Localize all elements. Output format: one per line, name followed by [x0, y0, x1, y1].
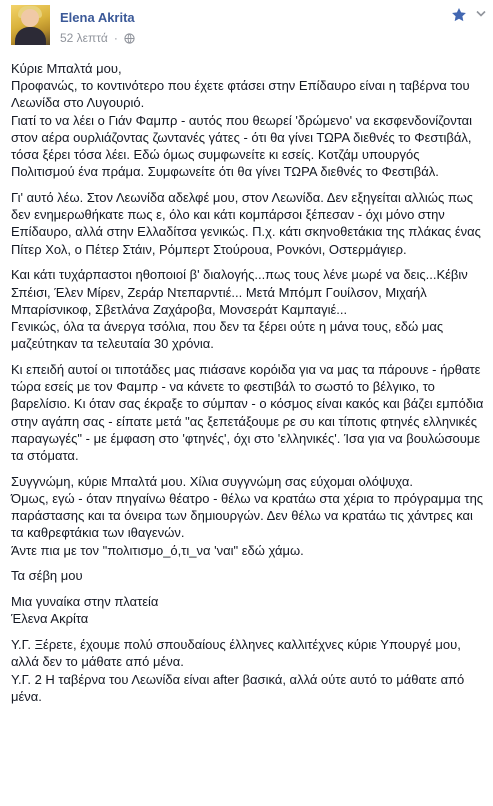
globe-icon[interactable] — [124, 33, 135, 44]
star-icon[interactable] — [451, 7, 467, 23]
author-name[interactable]: Elena Akrita — [60, 10, 135, 25]
post-header — [0, 0, 493, 58]
post-paragraph: Γι' αυτό λέω. Στον Λεωνίδα αδελφέ μου, στον Λεωνίδα. Δεν εξηγείται αλλιώς πως δεν ενημερωθήκατε πως ε, όλο και κάτι κομπάρσοι ξέπεσαν - όχι μόνο στην Επίδαυρο, αλλά στην Ελλαδίτσα γενικώς. Π.χ. κάτι σκηνοθετάκια της πλάκας ένας Πίτερ Χολ, ο Πέτερ Στάιν, Ρόμπερτ Στούρουα, Ρονκόνι, Οστερμάγιερ. — [11, 190, 481, 257]
post-paragraph: Κύριε Μπαλτά μου, Προφανώς, το κοντινότερο που έχετε φτάσει στην Επίδαυρο είναι η ταβέρνα του Λεωνίδα στο Λυγουριό. Γιατί το να λέει ο Γιάν Φαμπρ - αυτός που θεωρεί 'δρώμενο' να εκσφενδονίζονται στον αέρα ουρλιάζοντας ζωντανές γάτες - ότι θα γίνει ΤΩΡΑ διεθνές το Φεστιβάλ, τόσα ξέρει τόσα λέει. Εδώ όμως συμφωνείτε κι εσείς. Κοτζάμ υπουργός Πολιτισμού ένα πράμα. Συμφωνείτε ότι θα γίνει ΤΩΡΑ διεθνές το Φεστιβάλ. — [11, 61, 473, 180]
chevron-down-icon[interactable] — [476, 10, 486, 18]
post-timestamp[interactable]: 52 λεπτά — [60, 31, 108, 45]
post-paragraph: Κι επειδή αυτοί οι τιποτάδες μας πιάσανε κορόιδα για να μας τα πάρουνε - ήρθατε τώρα εσείς με τον Φαμπρ - να κάνετε το φεστιβάλ το σωστό το βέλγικο, το βαρελίσιο. Κι όταν σας έκραξε το σύμπαν - ο κόσμος είναι κακός και βάζει εμπόδια στην αγάπη σας - είπατε μετά "ας ξεπετάξουμε ρε συ και τίποτις φτηνές ελληνικές παραγωγές" - με έμφαση στο 'φτηνές', όχι στο 'ελληνικές'. Ίσα για να βουλώσουμε τα στόματα. — [11, 362, 484, 464]
meta-separator: · — [113, 31, 118, 45]
post-body — [11, 60, 486, 714]
avatar[interactable] — [11, 5, 50, 45]
post-meta — [60, 31, 135, 45]
post-postscript: Υ.Γ. Ξέρετε, έχουμε πολύ σπουδαίους έλληνες καλλιτέχνες κύριε Υπουργέ μου, αλλά δεν το μάθατε από μένα. Υ.Γ. 2 Η ταβέρνα του Λεωνίδα είναι after βασικά, αλλά ούτε αυτό το μάθατε από μένα. — [11, 637, 465, 704]
post-paragraph: Τα σέβη μου — [11, 568, 83, 584]
post-paragraph: Και κάτι τυχάρπαστοι ηθοποιοί β' διαλογής...πως τους λένε μωρέ να δεις...Κέβιν Σπέισι, Έλεν Μίρεν, Ζεράρ Ντεπαρντιέ... Μετά Μπόμπ Γουίλσον, Μιχαήλ Μπαρίσνικοφ, Σβετλάνα Ζαχάροβα, Μονσεράτ Καμπαγιέ... Γενικώς, όλα τα άνεργα τσόλια, που δεν τα ξέρει ούτε η μάνα τους, εδώ μας μαζεύτηκαν τα τελευταία 30 χρόνια. — [11, 267, 468, 352]
post-signature: Μια γυναίκα στην πλατεία Έλενα Ακρίτα — [11, 594, 159, 627]
post-paragraph: Συγγνώμη, κύριε Μπαλτά μου. Χίλια συγγνώμη σας εύχομαι ολόψυχα. Όμως, εγώ - όταν πηγαίνω θέατρο - θέλω να κρατάω στα χέρια το πρόγραμμα της παράστασης και τα όνειρα των δημιουργών. Δεν θέλω να κρατάω τις χάντρες και τα καθρεφτάκια των ιθαγενών. Άντε πια με τον "πολιτισμο_ό,τι_να 'ναι" εδώ χάμω. — [11, 473, 484, 558]
